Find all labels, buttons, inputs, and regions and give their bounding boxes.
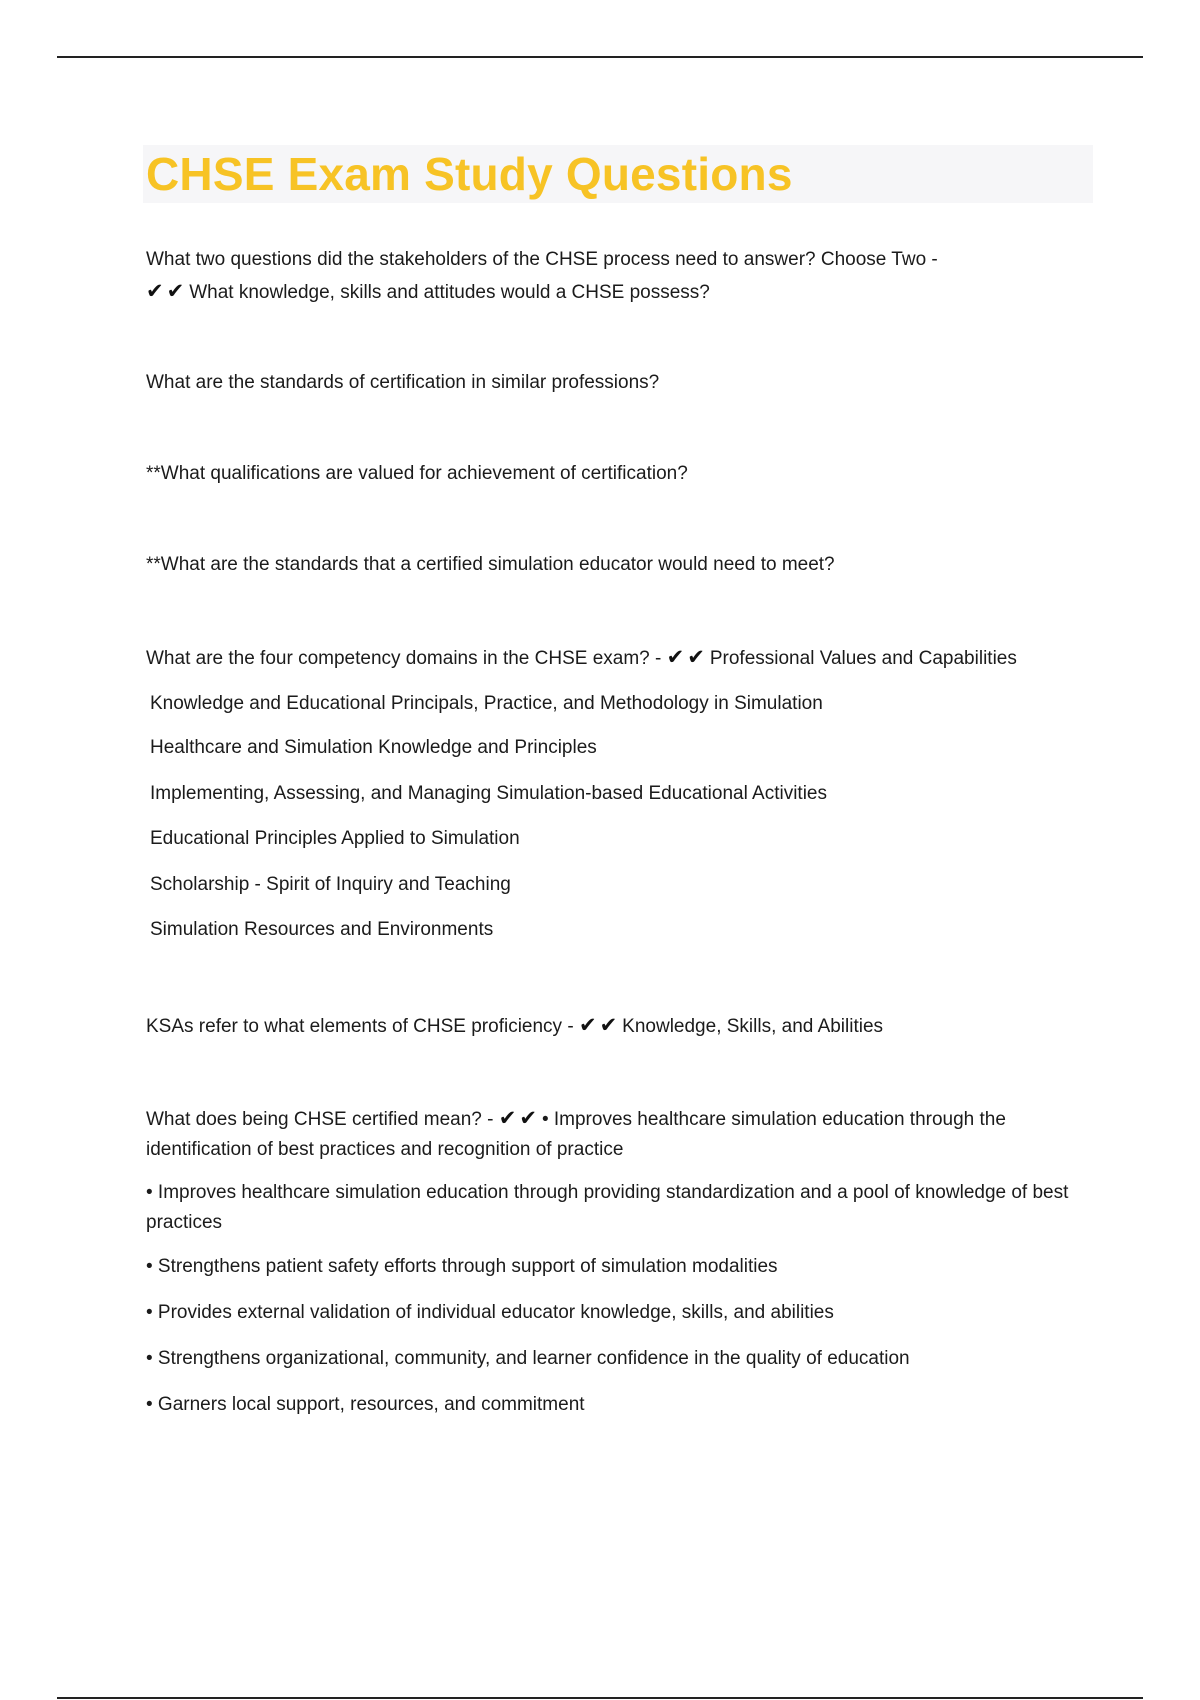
check-mark-icon: ✔ [166, 279, 185, 303]
answer-1-extra-1: What are the standards of certification in similar professions? [146, 372, 660, 393]
answer-1-extra-3: **What are the standards that a certified simulation educator would need to meet? [146, 554, 835, 575]
list-item: Educational Principles Applied to Simulation [150, 828, 520, 849]
list-item: • Provides external validation of individual educator knowledge, skills, and abilities [146, 1302, 834, 1323]
check-mark-icon: ✔ [666, 645, 685, 669]
document-title: CHSE Exam Study Questions [146, 148, 793, 200]
list-item: Simulation Resources and Environments [150, 919, 494, 940]
answer-4: • Improves healthcare simulation education through the identification of best practices and recognition of practice [146, 1109, 1006, 1160]
question-3-line [146, 1010, 883, 1042]
answer-checks [498, 1106, 540, 1130]
answer-1-line [146, 276, 710, 308]
list-item: • Strengthens patient safety efforts through support of simulation modalities [146, 1256, 778, 1277]
answer-1-extra-2: **What qualifications are valued for achievement of certification? [146, 463, 688, 484]
check-mark-icon: ✔ [599, 1013, 618, 1037]
list-item: Healthcare and Simulation Knowledge and Principles [150, 737, 597, 758]
check-mark-icon: ✔ [146, 279, 164, 303]
answer-2: Professional Values and Capabilities [709, 648, 1017, 669]
list-item: • Strengthens organizational, community, and learner confidence in the quality of education [146, 1348, 910, 1369]
check-mark-icon: ✔ [687, 645, 705, 669]
answer-checks [146, 279, 187, 303]
list-item: Knowledge and Educational Principals, Practice, and Methodology in Simulation [150, 693, 823, 714]
answer-1: What knowledge, skills and attitudes would a CHSE possess? [189, 282, 710, 303]
footer-rule [57, 1697, 1143, 1699]
question-2-line [146, 642, 1017, 674]
question-1: What two questions did the stakeholders of the CHSE process need to answer? Choose Two - [146, 249, 938, 270]
list-item: • Improves healthcare simulation education through providing standardization and a pool of knowledge of best practices [146, 1182, 1069, 1233]
question-3: KSAs refer to what elements of CHSE proficiency - [146, 1016, 574, 1037]
list-item: Scholarship - Spirit of Inquiry and Teaching [150, 874, 511, 895]
header-rule [57, 56, 1143, 58]
question-4-block [146, 1103, 1086, 1165]
answer-checks [666, 645, 708, 669]
check-mark-icon: ✔ [498, 1106, 517, 1130]
check-mark-icon: ✔ [578, 1013, 597, 1037]
check-mark-icon: ✔ [519, 1106, 537, 1130]
list-item: Implementing, Assessing, and Managing Simulation-based Educational Activities [150, 783, 827, 804]
question-4: What does being CHSE certified mean? - [146, 1109, 494, 1130]
question-2: What are the four competency domains in the CHSE exam? - [146, 648, 662, 669]
answer-3: Knowledge, Skills, and Abilities [622, 1016, 884, 1037]
answer-checks [578, 1013, 620, 1037]
list-item: • Garners local support, resources, and commitment [146, 1394, 585, 1415]
